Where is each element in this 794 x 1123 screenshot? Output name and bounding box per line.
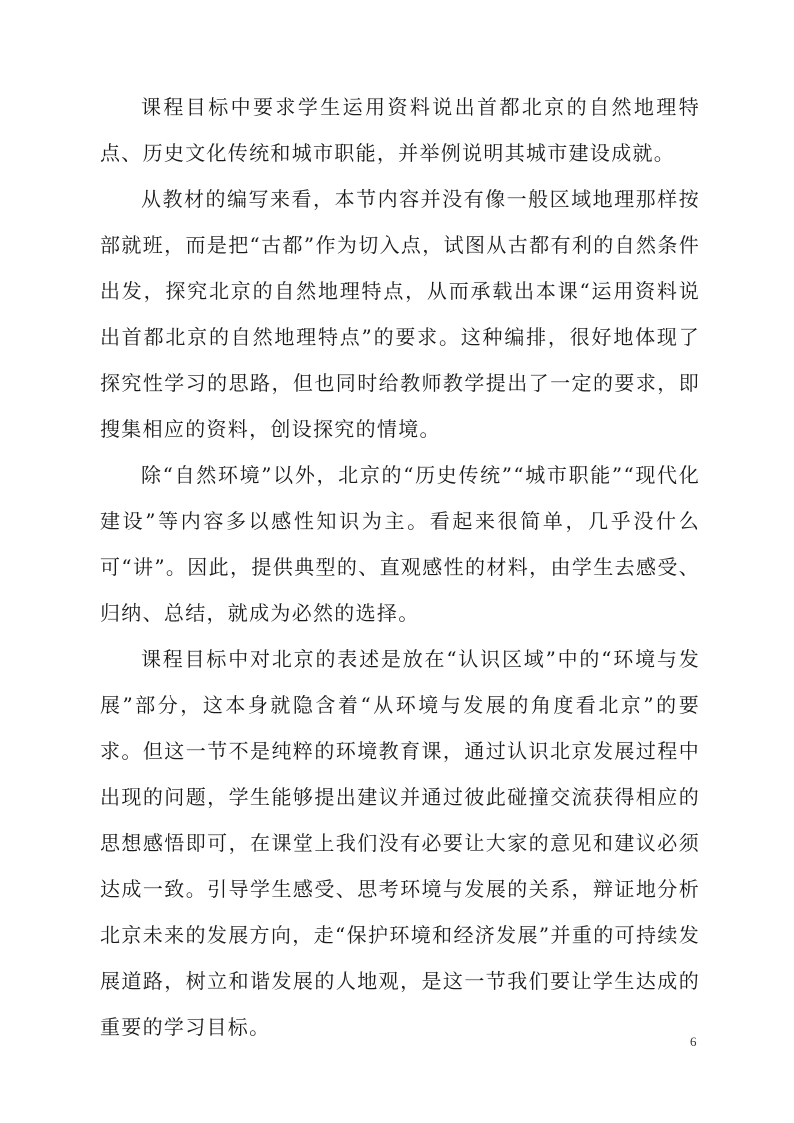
paragraph-1: 课程目标中要求学生运用资料说出首都北京的自然地理特点、历史文化传统和城市职能，并举例说明其城市建设成就。 [100, 95, 700, 165]
document-page [100, 84, 700, 1050]
paragraph-4: 课程目标中对北京的表述是放在“认识区域”中的“环境与发展”部分，这本身就隐含着“从环境与发展的角度看北京”的要求。但这一节不是纯粹的环境教育课，通过认识北京发展过程中出现的问题，学生能够提出建议并通过彼此碰撞交流获得相应的思想感悟即可，在课堂上我们没有必要让大家的意见和建议必须达成一致。引导学生感受、思考环境与发展的关系，辩证地分析北京未来的发展方向，走“保护环境和经济发展”并重的可持续发展道路，树立和谐发展的人地观，是这一节我们要让学生达成的重要的学习目标。 [100, 647, 700, 1039]
paragraph-2: 从教材的编写来看，本节内容并没有像一般区域地理那样按部就班，而是把“古都”作为切入点，试图从古都有利的自然条件出发，探究北京的自然地理特点，从而承载出本课“运用资料说出首都北京的自然地理特点”的要求。这种编排，很好地体现了探究性学习的思路，但也同时给教师教学提出了一定的要求，即搜集相应的资料，创设探究的情境。 [100, 187, 700, 441]
page-number: 6 [690, 1034, 697, 1049]
paragraph-3: 除“自然环境”以外，北京的“历史传统”“城市职能”“现代化建设”等内容多以感性知识为主。看起来很简单，几乎没什么可“讲”。因此，提供典型的、直观感性的材料，由学生去感受、归纳、总结，就成为必然的选择。 [100, 463, 700, 625]
